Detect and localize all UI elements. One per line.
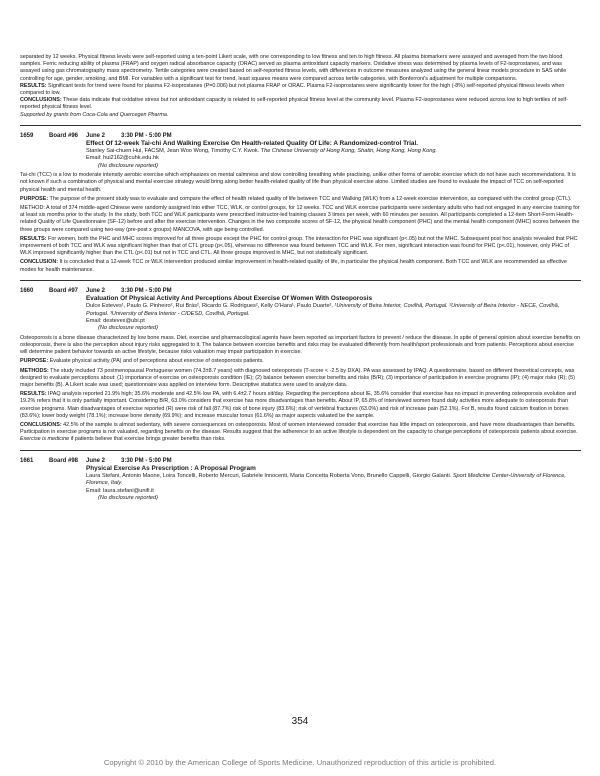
abstract-body bbox=[20, 335, 581, 444]
previous-abstract-tail bbox=[20, 54, 581, 119]
abstract-conclusion bbox=[20, 422, 581, 444]
disclosure: (No disclosure reported) bbox=[98, 162, 159, 169]
abstract-meta bbox=[86, 295, 581, 333]
divider bbox=[20, 280, 581, 281]
author-names: Dulce Esteves¹, Paulo G. Pinheiro², Rui Brás², Ricardo G. Rodrigues², Kelly O'Hara¹, Paulo Duarte². bbox=[86, 303, 335, 310]
purpose-text: The purpose of the present study was to evaluate and compare the effect of health related quality of life between TCC and Walking (WLK) from a 12-week exercise intervention, as compared with the control group (CTL). bbox=[48, 195, 572, 202]
purpose-label: PURPOSE: bbox=[20, 195, 49, 202]
affiliation: The Chinese University of Hong Kong, Shatin, Hong Kong, Hong Kong. bbox=[260, 148, 438, 155]
purpose-text: Evaluate physical activity (PA) and of perceptions about exercise of osteoporosis patients. bbox=[48, 358, 264, 365]
session-date: June 2 bbox=[86, 287, 106, 294]
session-time: 3:30 PM - 5:00 PM bbox=[121, 287, 172, 294]
abstract-header bbox=[20, 132, 581, 140]
session-date: June 2 bbox=[86, 457, 106, 464]
email: Email: destevex@ubi.pt bbox=[86, 317, 145, 324]
abstract-intro: Tai-chi (TCC) is a low to moderate intensity aerobic exercise which emphasizes on mental calmness and slow controlling breathing while practising, unlike other forms of aerobic exercise which do not have such recommendations. It is not known if such a combination of physical and mental exercise strategy would bring along better health-related quality of life than physical exercise alone. Limited studies are found to evaluate the impact of TCC on self-reported physical health and mental health. bbox=[20, 172, 576, 193]
conclusion-label: CONCLUSIONS: bbox=[20, 421, 62, 428]
methods-text: The study included 73 postmenopausal Portuguese women (74.3±8.7 years) with diagnosed osteoporosis (T-score < -2.5 by DXA). PA was assessed by IPAQ. A questionnaire, based on different theoretical concepts, was designed to evaluate perceptions about: (1) importance of exercise on osteoporosis condition (IE); (2) balance between exercise benefits and risks (B/R); (3) importance of participation in exercise programs (IP); (4) major risks (R); (5) major benefits (B). A Likert scale was used; questionnaire was applied on interview form. Descriptive statistics were used to analyze data. bbox=[20, 367, 575, 388]
purpose-label: PURPOSE: bbox=[20, 358, 49, 365]
previous-abstract-results bbox=[20, 83, 581, 97]
conclusions-label: CONCLUSIONS: bbox=[20, 97, 62, 104]
abstract-intro: Osteoporosis is a bone disease characterized by low bone mass. Diet, exercise and pharmacological agents have been reported as important factors to prevent / reduce the disease. In spite of general opinion about exercise benefits on osteoporosis, there is also the perception about injury risks aggregated to it. The balance between exercise benefits and risks may be evaluated differently from health/sport professionals and from patients. Perceptions about exercise will determine patient behavior towards an active lifestyle, because risks valuation may impair participation in exercise. bbox=[20, 334, 581, 356]
conclusions-text: These data indicate that oxidative stress but not antioxidant capacity is related to self-reported physical fitness level at the community level. Plasma F2-isoprostanes were reduced across low to high tertiles of self-reported physical fitness level. bbox=[20, 97, 568, 111]
author-names: Laura Stefani, Antonio Maone, Loira Toncelli, Roberto Mercuri, Gabriele Innocenti, Maria Concetta Roberta Vono, Brunello Cappelli, Giorgio Galanti. bbox=[86, 472, 453, 479]
board-number: Board #97 bbox=[49, 287, 79, 294]
abstract-header bbox=[20, 287, 581, 295]
authors bbox=[86, 148, 581, 155]
support-note: Supported by grants from Coca-Cola and Quercegen Pharma. bbox=[20, 111, 169, 118]
session-date: June 2 bbox=[86, 132, 106, 139]
abstract-1660 bbox=[20, 287, 581, 444]
results-text: For women, both the PHC and MHC scores improved for all three groups except the PHC for control group. The interaction for PHC was significant (p<.05) but not the MHC. Subsequent post hoc analysis revealed that PHC improvement of both TCC and WLK was significant higher than that of CTL group (p<.05), whereas no difference was found between TCC and WLK. For men, significant interaction was found for PHC (p<.01), however, only PHC of WLK improved significantly higher than the CTL (p<.01) but not in TCC and CTL. All three groups improved in MHC, but not statistically significant. bbox=[20, 235, 578, 257]
abstract-meta bbox=[86, 465, 581, 503]
previous-abstract-conclusions bbox=[20, 97, 581, 111]
results-label: RESULTS: bbox=[20, 391, 47, 398]
abstract-number: 1660 bbox=[20, 287, 34, 294]
abstract-title: Effect Of 12-week Tai-chi And Walking Exercise On Health-related Quality Of Life: A Randomized-control Trial. bbox=[86, 139, 419, 147]
abstract-body bbox=[20, 172, 581, 274]
authors bbox=[86, 473, 581, 488]
conclusion-label: CONCLUSION: bbox=[20, 259, 59, 266]
results-label: RESULTS: bbox=[20, 235, 47, 242]
divider bbox=[20, 450, 581, 451]
conclusion-text: 42.5% of the sample is almost sedentary, with severe consequences on osteoporosis. Most of women interviewed consider that exercise has little impact on osteoporosis, and have more disadvantages than benefits. Participation in exercise programs is not valuated, regarding benefits on the disease. Results suggest that the adherence to an active lifestyle is dependent on the capacity to change perceptions of osteoporosis patients about exercise. bbox=[20, 421, 578, 436]
abstract-purpose bbox=[20, 358, 581, 365]
disclosure: (No disclosure reported) bbox=[98, 494, 159, 501]
author-names: Stanley Sai-chuen Hui, FACSM, Jean Woo Wong, Timothy C.Y. Kwok. bbox=[86, 148, 261, 155]
abstract-header bbox=[20, 457, 581, 465]
abstract-number: 1659 bbox=[20, 132, 34, 139]
session-time: 3:30 PM - 5:00 PM bbox=[121, 132, 172, 139]
board-number: Board #98 bbox=[49, 457, 79, 464]
email: Email: hui2162@cuhk.edu.hk bbox=[86, 155, 159, 162]
affiliation: ¹University of Beira Interior, Covilhã, Portugal. ²University of Beira Interior - NECE, Covilhã, Portugal. ³University of Beira Interior - CIDESD, Covilhã, Portugal. bbox=[86, 303, 560, 317]
copyright-notice: Copyright © 2010 by the American College of Sports Medicine. Unauthorized reproduction of this article is prohibited. bbox=[103, 758, 497, 767]
previous-abstract-methods: separated by 12 weeks. Physical fitness levels were self-reported using a ten-point Likert scale, with one corresponding to low fitness and ten to high fitness. All plasma biomarkers were assayed and averaged from the two blood samples. Ferric reducing ability of plasma (FRAP) and oxygen radical absorbance capacity (ORAC) served as plasma antioxidant capacity markers. Oxidative stress was determined by plasma levels of F2-isoprostanes, and was assayed using gas chromatography mass spectrometry. Tertile categories were created based on self-reported fitness levels, with differences in outcome measures analyzed using the general linear models procedure in SAS while controlling for age, gender, smoking, and BMI. For variables with a significant test for trend, least squares means were compared across tertile categories, with Bonferroni's adjustment for multiple comparisons. bbox=[20, 54, 567, 82]
conclusion-emphasis: Exercise is medicine bbox=[20, 436, 70, 443]
methods-label: METHOD: bbox=[20, 205, 45, 212]
abstract-methods bbox=[20, 205, 581, 234]
abstract-1661 bbox=[20, 457, 581, 503]
disclosure: (No disclosure reported) bbox=[98, 325, 159, 332]
abstract-title: Physical Exercise As Prescription : A Proposal Program bbox=[86, 464, 256, 472]
session-time: 3:30 PM - 5:00 PM bbox=[121, 457, 172, 464]
abstract-results bbox=[20, 236, 581, 258]
conclusion-text: It is concluded that a 12-week TCC or WLK intervention produced similar improvement in health-related quality of life, in particular the physical health component. Both TCC and WLK are recommended as effective modes for health maintenance. bbox=[20, 259, 567, 273]
email: Email: laura.stefani@unifi.it bbox=[86, 487, 154, 494]
abstract-conclusion bbox=[20, 259, 581, 273]
methods-label: METHODS: bbox=[20, 367, 49, 374]
affiliation: Sport Medicine Center-University of Florence, Florence, Italy. bbox=[86, 472, 566, 487]
abstract-1659 bbox=[20, 132, 581, 274]
page-content bbox=[20, 54, 581, 502]
abstract-meta bbox=[86, 140, 581, 170]
conclusion-end: if patients believe that exercise brings greater benefits than risks. bbox=[69, 436, 226, 443]
abstract-number: 1661 bbox=[20, 457, 34, 464]
abstract-results bbox=[20, 391, 581, 420]
results-label: RESULTS: bbox=[20, 82, 47, 89]
board-number: Board #96 bbox=[49, 132, 79, 139]
abstract-methods bbox=[20, 368, 581, 390]
abstract-purpose bbox=[20, 196, 581, 203]
page-number: 354 bbox=[291, 716, 309, 727]
abstract-title: Evaluation Of Physical Activity And Perceptions About Exercise Of Women With Osteoporosis bbox=[86, 294, 373, 302]
divider bbox=[20, 125, 581, 126]
methods-text: A total of 374 middle-aged Chinese were randomly assigned into either TCC, WLK, or control groups, for 12 weeks. TCC and WLK exercise participants were sedentary adults who had not engaged in any exercise training for at least six months prior to the study. In the study, both TCC and WLK participants were prescribed instructor-led training classes 3 times per week, with 60 minutes per session. All participants completed a 12-item Short-Form Health-related Quality of Life Questionnaire (SF-12) before and after the exercise intervention. Changes in the two composite scores of SF-12, the physical health component (PHC) and the mental health component (MHC) scores between the three groups were compared using two-way (pre-post x groups) MANCOVA, with age being controlled. bbox=[20, 205, 580, 233]
results-text: Significant tests for trend were found for plasma F2-isoprostanes (P=0.006) but not plasma FRAP or ORAC. Plasma F2-isoprostanes were significantly lower for the high (-8%) self-reported physical fitness levels when compared to low. bbox=[20, 82, 565, 97]
authors bbox=[86, 303, 581, 318]
results-text: IPAQ analysis reported 21.9% high; 35.6% moderate and 42.5% low PA, with 6.4±2.7 hours sit/day. Regarding the perceptions about IE, 35.6% consider that exercise has no impact in preventing osteoporosis evolution and 19.2% refers that it is only partially important. Considering B/R, 63.0% considers that exercise has more disadvantages than benefits. About IP, 65.8% of interviewed women found daily activities more adequate to osteoporosis than exercise programs. Main disadvantages of exercise reported (R) were risk of fall (87.7%) risk of bone injury (83.6%); risk of vertebral fractures (63.0%) and risk of increase pain (52.1%). For B, results found calcium fixation in bones (83.6%); lower body weight (78.1%); increase bone density (69.9%); and increase muscular tonus (61.6%) as major aspects valuated be the sample. bbox=[20, 391, 577, 419]
